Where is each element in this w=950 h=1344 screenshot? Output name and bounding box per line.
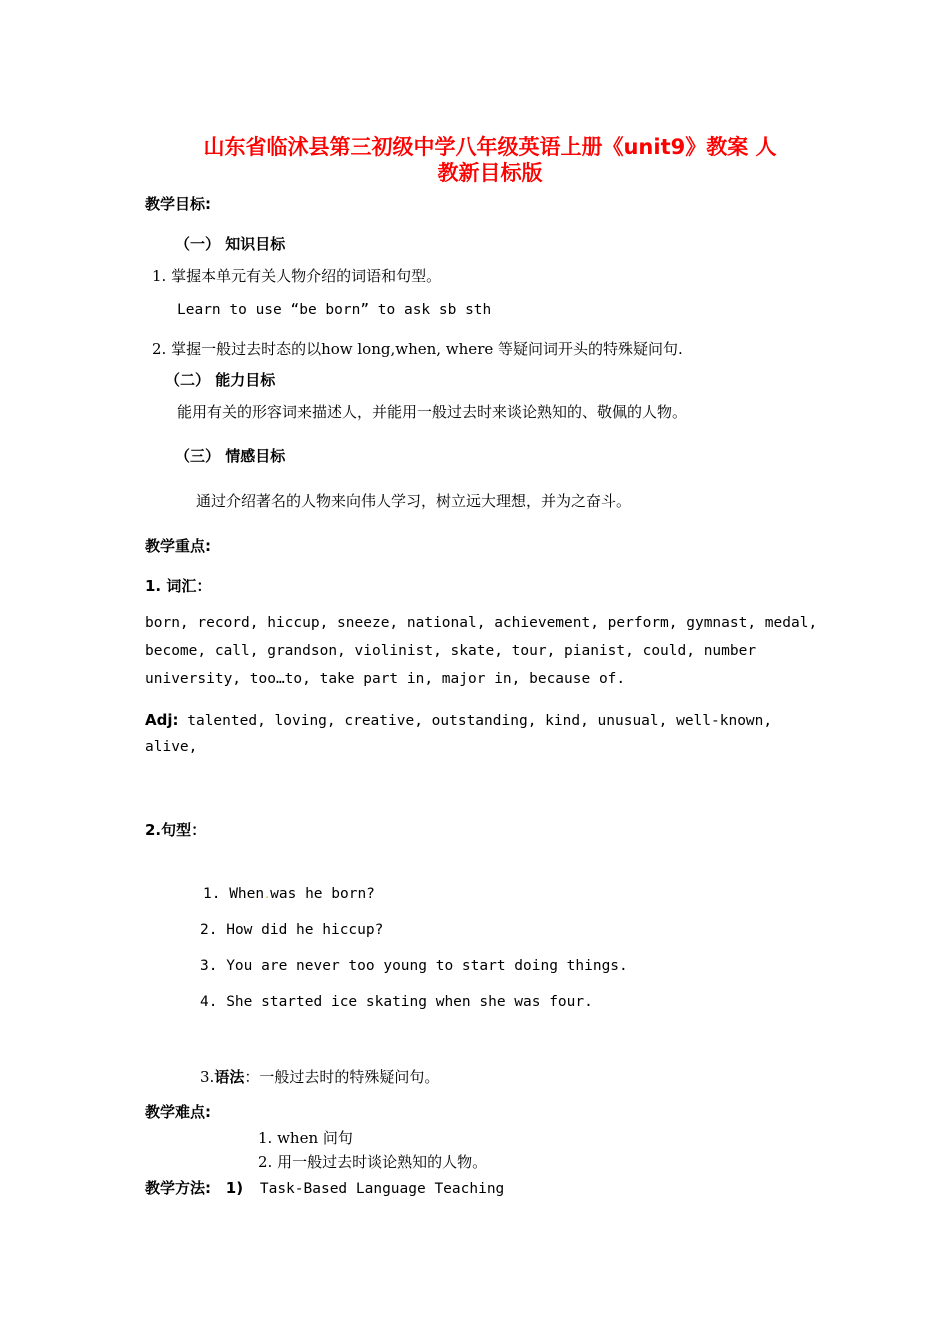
sentence-1-part-a: When bbox=[229, 886, 265, 902]
knowledge-heading: （一） 知识目标 bbox=[175, 235, 286, 253]
emotion-text: 通过介绍著名的人物来向伟人学习，树立远大理想，并为之奋斗。 bbox=[196, 492, 632, 510]
sentence-2-number: 2. bbox=[200, 922, 218, 938]
sentence-heading: 2.句型： bbox=[145, 821, 207, 839]
vocab-line-2: become, call, grandson, violinist, skate, tour, pianist, could, number bbox=[145, 643, 757, 659]
sentence-1-number: 1. bbox=[203, 886, 221, 902]
edit-mark-icon: . bbox=[264, 890, 271, 901]
grammar-text: ：一般过去时的特殊疑问句。 bbox=[244, 1068, 440, 1086]
ability-heading: （二） 能力目标 bbox=[165, 371, 276, 389]
difficulty-item-1: 1. when 问句 bbox=[258, 1129, 353, 1147]
knowledge-item-1-en: Learn to use “be born” to ask sb sth bbox=[177, 302, 492, 318]
vocab-heading: 1. 词汇： bbox=[145, 577, 212, 595]
sentence-3 bbox=[200, 958, 628, 974]
methods-line bbox=[145, 1177, 504, 1198]
methods-text: Task-Based Language Teaching bbox=[259, 1181, 505, 1197]
title-line-1: 山东省临沭县第三初级中学八年级英语上册《unit9》教案 人 bbox=[203, 135, 777, 159]
vocab-line-1: born, record, hiccup, sneeze, national, achievement, perform, gymnast, medal, bbox=[145, 615, 818, 631]
sentence-4-number: 4. bbox=[200, 994, 218, 1010]
ability-text: 能用有关的形容词来描述人，并能用一般过去时来谈论熟知的、敬佩的人物。 bbox=[177, 403, 688, 421]
methods-heading: 教学方法: bbox=[145, 1179, 211, 1197]
adj-line-1 bbox=[145, 711, 772, 729]
key-points-heading: 教学重点: bbox=[145, 537, 211, 555]
knowledge-item-1: 1. 掌握本单元有关人物介绍的词语和句型。 bbox=[152, 267, 442, 285]
sentence-1 bbox=[203, 886, 375, 902]
title-line-2: 教新目标版 bbox=[437, 161, 543, 185]
sentence-2-part-b: ow did he hiccup? bbox=[234, 922, 384, 938]
sentence-3-text: You are never too young to start doing things. bbox=[226, 958, 628, 974]
adj-line-2: alive, bbox=[145, 739, 198, 755]
objectives-heading: 教学目标: bbox=[145, 195, 211, 213]
document-title bbox=[145, 134, 835, 186]
sentence-3-number: 3. bbox=[200, 958, 218, 974]
methods-number: 1) bbox=[225, 1179, 244, 1197]
adj-label: Adj: bbox=[145, 711, 179, 729]
sentence-2-part-a: H bbox=[226, 922, 235, 938]
difficulties-heading: 教学难点: bbox=[145, 1103, 211, 1121]
vocab-line-3: university, too…to, take part in, major in, because of. bbox=[145, 671, 626, 687]
grammar-number: 3. bbox=[200, 1068, 215, 1086]
sentence-1-part-b: was he born? bbox=[270, 886, 375, 902]
grammar-label: 语法 bbox=[214, 1068, 245, 1086]
knowledge-item-2: 2. 掌握一般过去时态的以how long,when, where 等疑问词开头的特殊疑问句. bbox=[152, 340, 683, 358]
difficulty-item-2: 2. 用一般过去时谈论熟知的人物。 bbox=[258, 1153, 488, 1171]
sentence-4-text: She started ice skating when she was four. bbox=[226, 994, 593, 1010]
sentence-4 bbox=[200, 994, 593, 1010]
emotion-heading: （三） 情感目标 bbox=[175, 447, 286, 465]
grammar-line bbox=[200, 1066, 439, 1087]
adj-words: talented, loving, creative, outstanding, kind, unusual, well-known, bbox=[178, 713, 773, 729]
sentence-2 bbox=[200, 922, 383, 938]
